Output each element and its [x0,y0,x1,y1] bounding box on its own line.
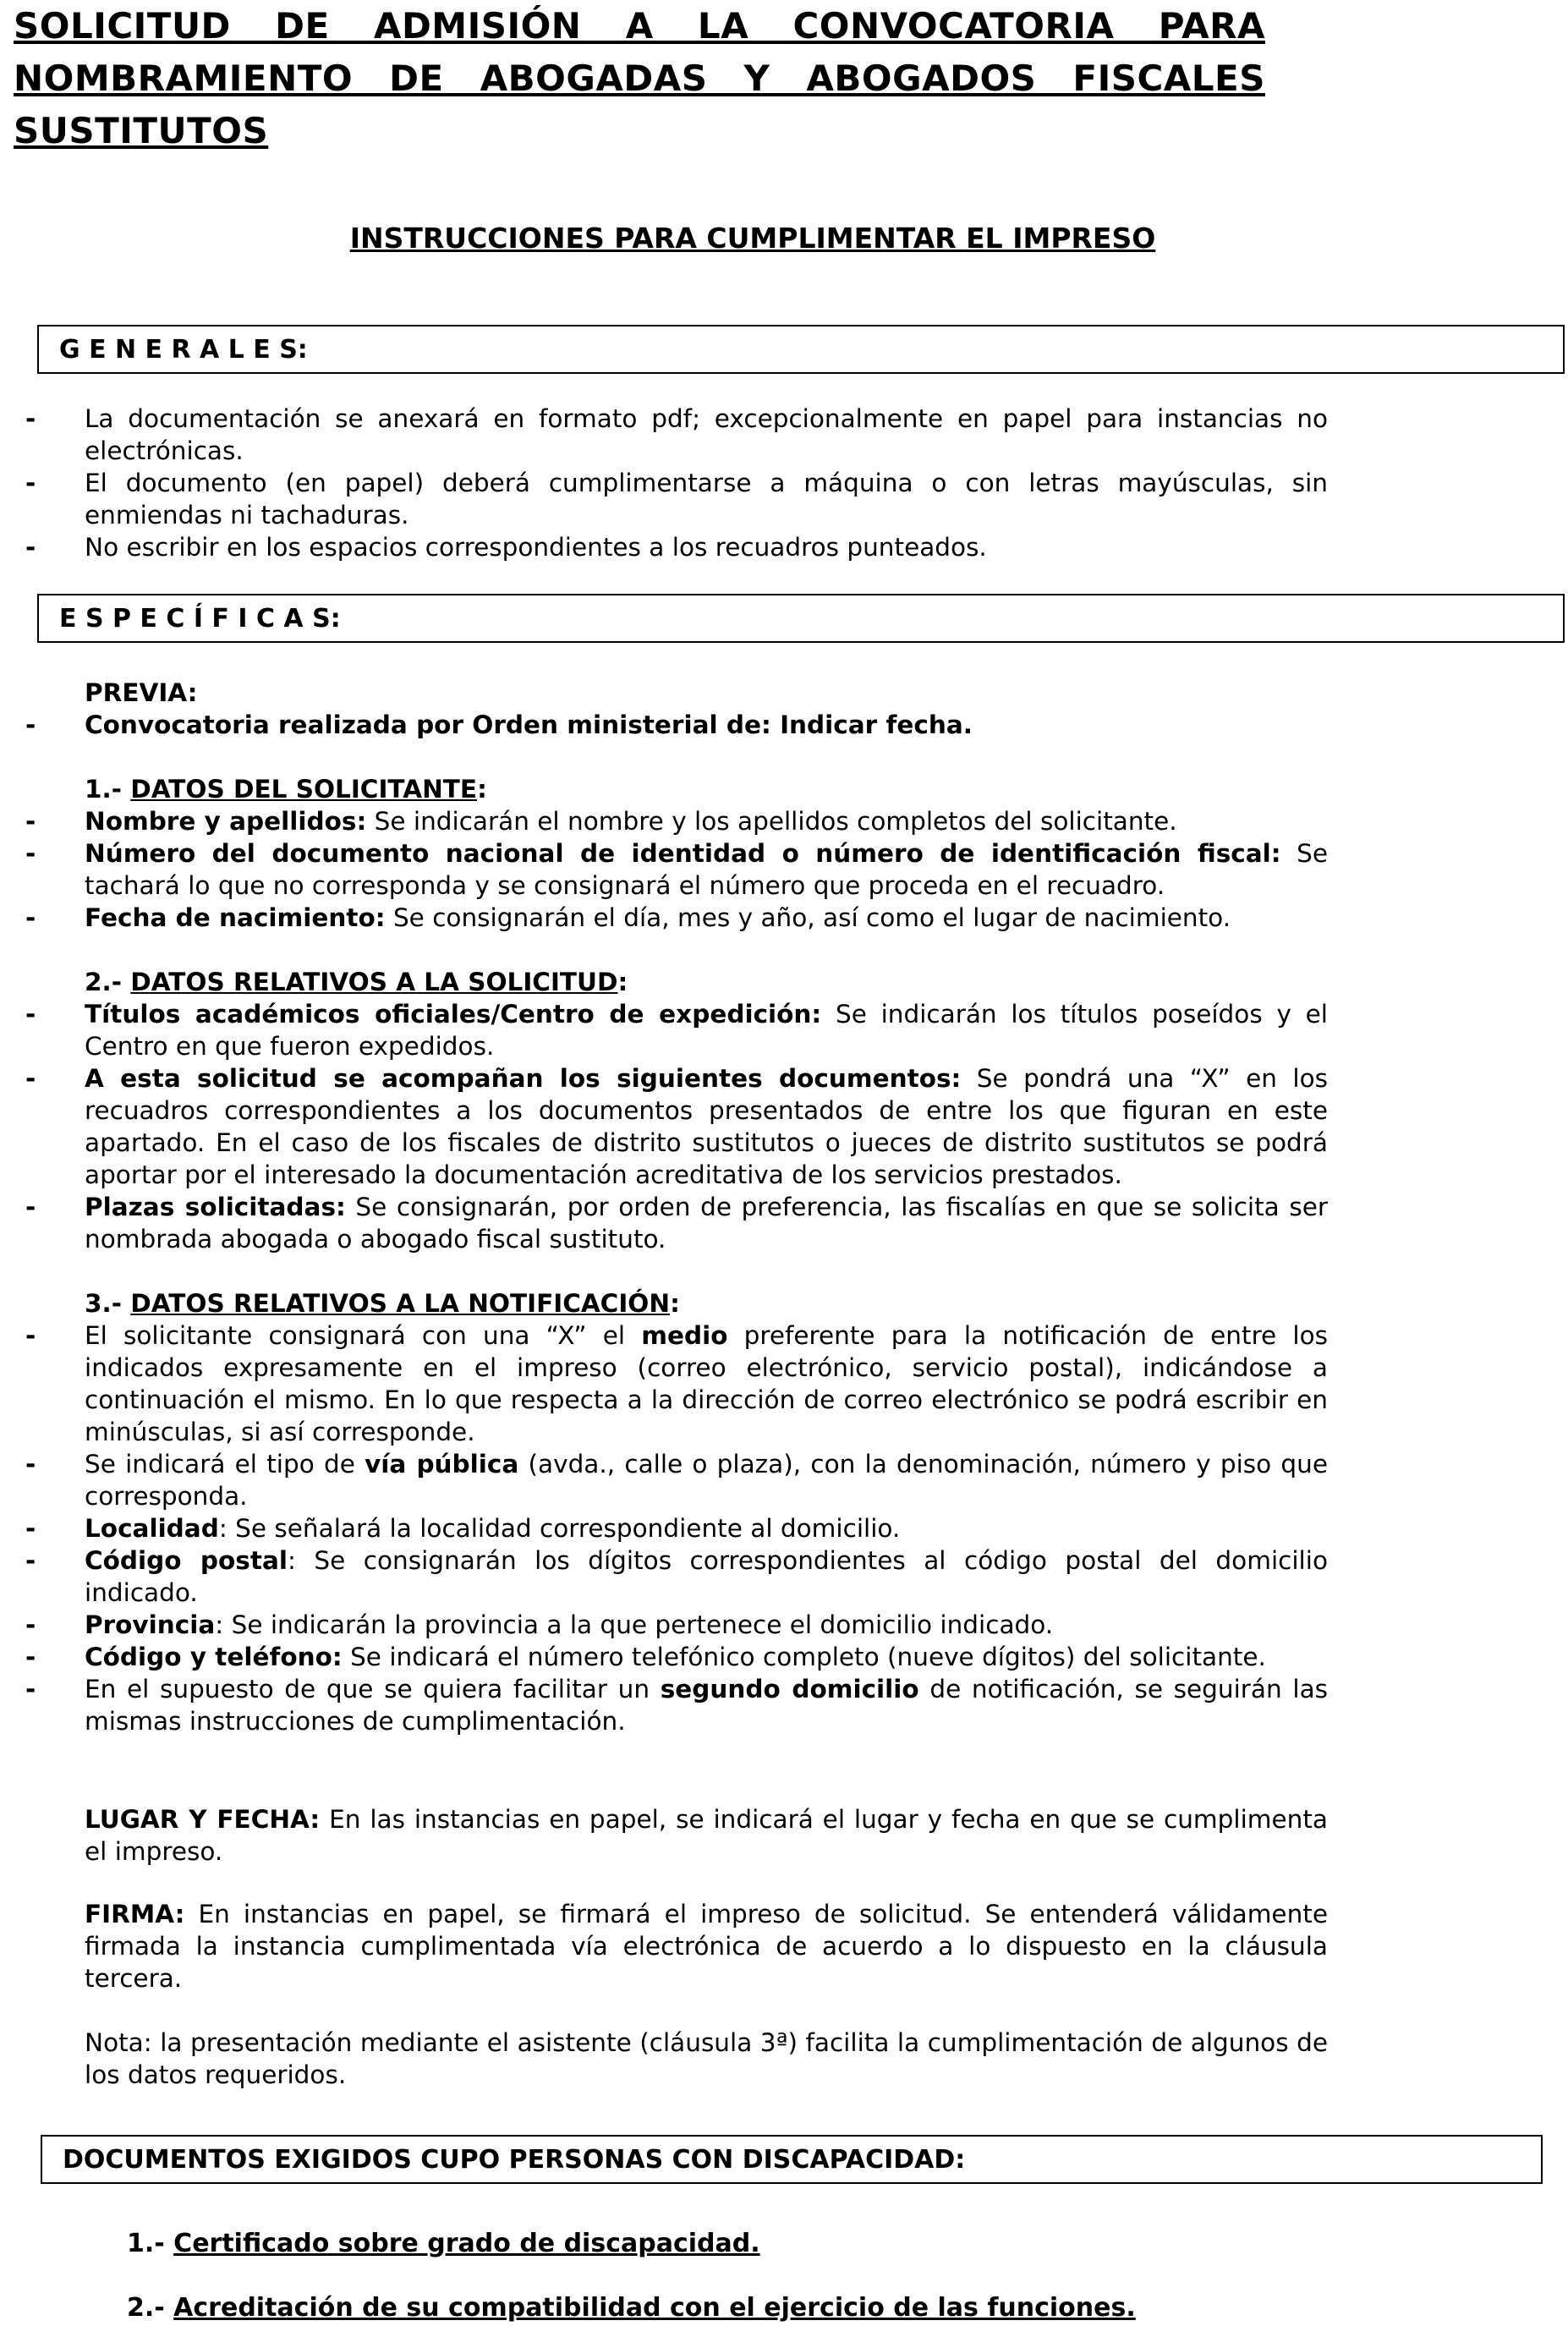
s2-item-plazas: - Plazas solicitadas: Se consignarán, por orden de preferencia, las fiscalías en que se solicita ser nombrada abogada o abogado fiscal sustituto. [85,1191,1328,1255]
discapacidad-heading-box [41,2135,1543,2184]
generales-item-1: - La documentación se anexará en formato pdf; excepcionalmente en papel para instancias no electrónicas. [85,403,1328,467]
generales-heading: G E N E R A L E S: [59,334,308,365]
previa-item: - Convocatoria realizada por Orden ministerial de: Indicar fecha. [85,709,1328,741]
generales-heading-box [37,325,1565,374]
s3-item-segundo: - En el supuesto de que se quiera facilitar un segundo domicilio de notificación, se seguirán las mismas instrucciones de cumplimentación. [85,1673,1328,1737]
s2-item-documents: - A esta solicitud se acompañan los siguientes documentos: Se pondrá una “X” en los recuadros correspondientes a los documentos presentados de entre los que figuran en este apartado. En el caso de los fiscales de distrito sustitutos o jueces de distrito sustitutos se podrá aportar por el interesado la documentación acreditativa de los servicios prestados. [85,1062,1328,1191]
document-title: SOLICITUD DE ADMISIÓN A LA CONVOCATORIA PARA NOMBRAMIENTO DE ABOGADAS Y ABOGADOS FISCALES SUSTITUTOS [14,5,1265,151]
s3-item-cp: - Código postal: Se consignarán los dígitos correspondientes al código postal del domicilio indicado. [85,1544,1328,1609]
s1-item-name: - Nombre y apellidos: Se indicarán el nombre y los apellidos completos del solicitante. [85,805,1328,837]
firma: FIRMA: En instancias en papel, se firmará el impreso de solicitud. Se entenderá válidamente firmada la instancia cumplimentada vía electrónica de acuerdo a lo dispuesto en la cláusula tercera. [85,1900,1328,1993]
especificas-heading: E S P E C Í F I C A S: [59,603,341,634]
section-3-heading: 3.- DATOS RELATIVOS A LA NOTIFICACIÓN: [85,1289,680,1318]
s1-item-birth: - Fecha de nacimiento: Se consignarán el día, mes y año, así como el lugar de nacimiento. [85,902,1328,934]
s2-item-titles: - Títulos académicos oficiales/Centro de expedición: Se indicarán los títulos poseídos y el Centro en que fueron expedidos. [85,998,1328,1062]
previa-heading: PREVIA: [85,678,198,707]
s3-item-provincia: - Provincia: Se indicarán la provincia a la que pertenece el domicilio indicado. [85,1609,1328,1641]
s3-item-localidad: - Localidad: Se señalará la localidad correspondiente al domicilio. [85,1512,1328,1544]
discapacidad-item-2: 2.- Acreditación de su compatibilidad con el ejercicio de las funciones. [127,2293,1136,2323]
s3-item-medio: - El solicitante consignará con una “X” el medio preferente para la notificación de entre los indicados expresamente en el impreso (correo electrónico, servicio postal), indicándose a continuación el mismo. En lo que respecta a la dirección de correo electrónico se podrá escribir en minúsculas, si así corresponde. [85,1319,1328,1448]
generales-item-2: - El documento (en papel) deberá cumplimentarse a máquina o con letras mayúsculas, sin enmiendas ni tachaduras. [85,467,1328,531]
nota: Nota: la presentación mediante el asistente (cláusula 3ª) facilita la cumplimentación de algunos de los datos requeridos. [85,2028,1328,2089]
discapacidad-item-1: 1.- Certificado sobre grado de discapacidad. [127,2229,760,2258]
section-1-heading: 1.- DATOS DEL SOLICITANTE: [85,775,487,804]
s3-item-via: - Se indicará el tipo de vía pública (avda., calle o plaza), con la denominación, número y piso que corresponda. [85,1448,1328,1512]
s1-item-dni: - Número del documento nacional de identidad o número de identificación fiscal: Se tachará lo que no corresponda y se consignará el número que proceda en el recuadro. [85,837,1328,902]
discapacidad-heading: DOCUMENTOS EXIGIDOS CUPO PERSONAS CON DISCAPACIDAD: [63,2144,966,2175]
especificas-heading-box [37,594,1565,643]
s3-item-telefono: - Código y teléfono: Se indicará el número telefónico completo (nueve dígitos) del solicitante. [85,1641,1328,1673]
lugar-fecha: LUGAR Y FECHA: En las instancias en papel, se indicará el lugar y fecha en que se cumplimenta el impreso. [85,1805,1328,1866]
generales-item-3: - No escribir en los espacios correspondientes a los recuadros punteados. [85,531,1328,563]
instructions-title: INSTRUCCIONES PARA CUMPLIMENTAR EL IMPRESO [349,222,1156,255]
section-2-heading: 2.- DATOS RELATIVOS A LA SOLICITUD: [85,968,628,996]
